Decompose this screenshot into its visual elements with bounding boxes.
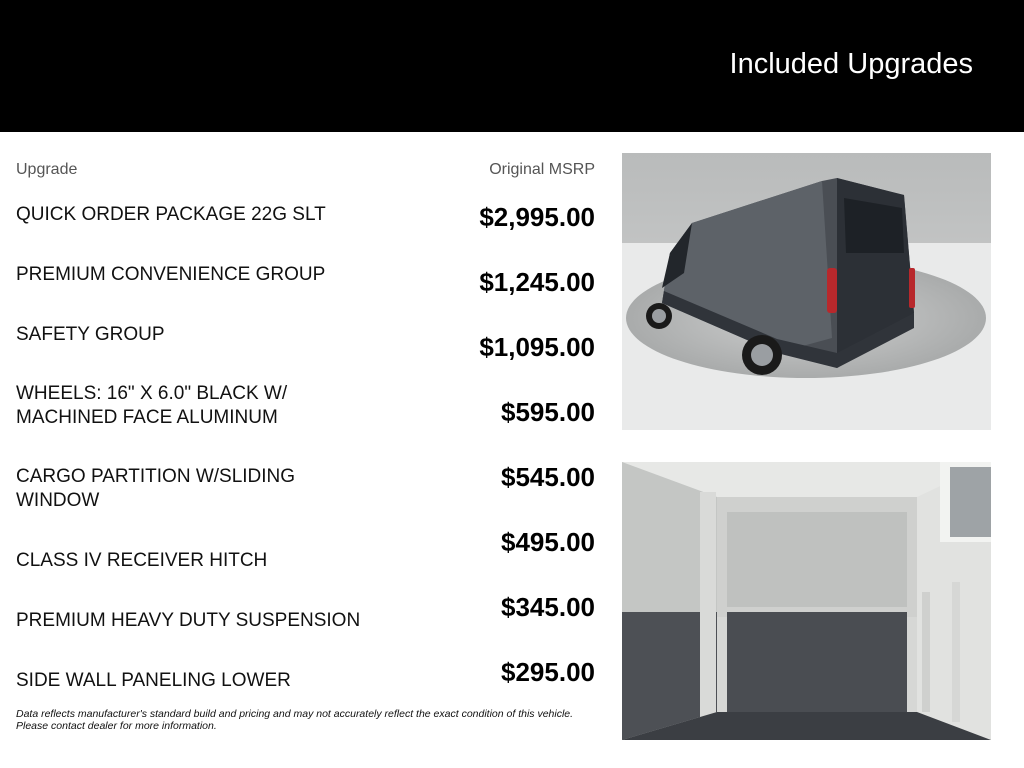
upgrade-price: $595.00 (501, 397, 595, 427)
van-exterior-photo (622, 153, 991, 430)
upgrade-name: PREMIUM CONVENIENCE GROUP (16, 264, 326, 285)
upgrade-name: SAFETY GROUP (16, 324, 165, 345)
upgrade-price: $1,095.00 (479, 332, 595, 362)
upgrade-name: CARGO PARTITION W/SLIDING WINDOW (16, 466, 296, 511)
upgrade-price: $295.00 (501, 657, 595, 687)
upgrade-price: $2,995.00 (479, 202, 595, 232)
upgrade-name: WHEELS: 16" X 6.0" BLACK W/ MACHINED FACE ALUMINUM (16, 383, 288, 428)
upgrade-price: $1,245.00 (479, 267, 595, 297)
upgrade-name: CLASS IV RECEIVER HITCH (16, 550, 268, 571)
cargo-interior-photo (622, 462, 991, 740)
upgrade-price: $545.00 (501, 462, 595, 492)
column-header-upgrade: Upgrade (16, 161, 78, 178)
upgrade-name: PREMIUM HEAVY DUTY SUSPENSION (16, 610, 361, 631)
upgrade-price: $345.00 (501, 592, 595, 622)
upgrade-name: QUICK ORDER PACKAGE 22G SLT (16, 204, 326, 225)
page-title: Included Upgrades (729, 48, 973, 80)
upgrade-price: $495.00 (501, 527, 595, 557)
column-header-msrp: Original MSRP (489, 161, 595, 178)
header-bar (0, 0, 1024, 132)
upgrade-name: SIDE WALL PANELING LOWER (16, 670, 291, 691)
disclaimer-text: Data reflects manufacturer's standard build and pricing and may not accurately reflect the exact condition of this vehicle. Please contact dealer for more information. (16, 708, 574, 732)
